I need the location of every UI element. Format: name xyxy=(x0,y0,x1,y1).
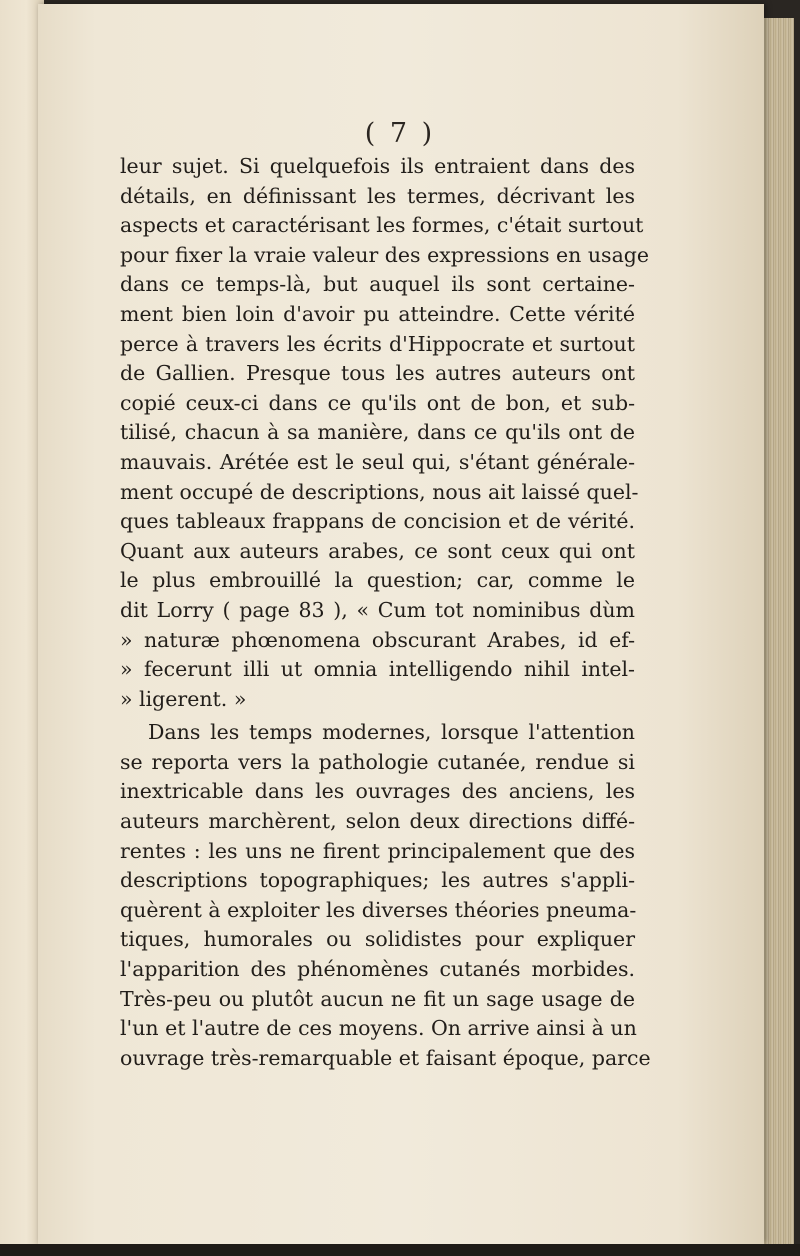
text-line: » naturæ phœnomena obscurant Arabes, id ef- xyxy=(120,627,635,652)
text-line: pour fixer la vraie valeur des expressions en usage xyxy=(120,242,650,267)
page-stack-edge xyxy=(764,18,794,1244)
text-line: perce à travers les écrits d'Hippocrate et surtout xyxy=(120,331,635,356)
paragraph-1 xyxy=(120,152,650,714)
text-line: » ligerent. » xyxy=(120,686,247,711)
text-line: ment occupé de descriptions, nous ait laissé quel- xyxy=(120,479,639,504)
text-line: ment bien loin d'avoir pu atteindre. Cette vérité xyxy=(120,301,635,326)
scan-background xyxy=(0,1244,800,1256)
paragraph-2 xyxy=(120,718,651,1073)
text-line: dit Lorry ( page 83 ), « Cum tot nominibus dùm xyxy=(120,597,635,622)
text-line: ques tableaux frappans de concision et de vérité. xyxy=(120,509,635,534)
text-line: dans ce temps-là, but auquel ils sont certaine- xyxy=(120,272,635,297)
text-line: Quant aux auteurs arabes, ce sont ceux qui ont xyxy=(120,538,635,563)
text-line: quèrent à exploiter les diverses théories pneuma- xyxy=(120,897,637,922)
text-line: l'apparition des phénomènes cutanés morbides. xyxy=(120,957,635,982)
text-line: copié ceux-ci dans ce qu'ils ont de bon, et sub- xyxy=(120,390,635,415)
text-line: se reporta vers la pathologie cutanée, rendue si xyxy=(120,749,635,774)
text-line: » fecerunt illi ut omnia intelligendo nihil intel- xyxy=(120,657,635,682)
text-line: tiques, humorales ou solidistes pour expliquer xyxy=(120,927,635,952)
text-line: descriptions topographiques; les autres s'appli- xyxy=(120,868,635,893)
text-line: auteurs marchèrent, selon deux directions diffé- xyxy=(120,809,635,834)
text-line: le plus embrouillé la question; car, comme le xyxy=(120,568,635,593)
text-line: leur sujet. Si quelquefois ils entraient dans des xyxy=(120,154,635,178)
text-line: aspects et caractérisant les formes, c'était surtout xyxy=(120,213,644,238)
text-line: mauvais. Arétée est le seul qui, s'étant générale- xyxy=(120,449,635,474)
text-line: rentes : les uns ne firent principalement que des xyxy=(120,838,635,863)
text-line: détails, en définissant les termes, décrivant les xyxy=(120,183,635,208)
page-number: ( 7 ) xyxy=(364,118,436,149)
text-line: tilisé, chacun à sa manière, dans ce qu'ils ont de xyxy=(120,420,635,445)
body-text xyxy=(120,152,651,1073)
text-line: de Gallien. Presque tous les autres auteurs ont xyxy=(120,361,635,386)
text-line: ouvrage très-remarquable et faisant époque, parce xyxy=(120,1045,651,1070)
text-line: Dans les temps modernes, lorsque l'attention xyxy=(148,720,635,745)
text-line: l'un et l'autre de ces moyens. On arrive ainsi à un xyxy=(120,1016,637,1041)
text-line: Très-peu ou plutôt aucun ne fit un sage usage de xyxy=(120,986,635,1011)
text-line: inextricable dans les ouvrages des anciens, les xyxy=(120,779,635,804)
